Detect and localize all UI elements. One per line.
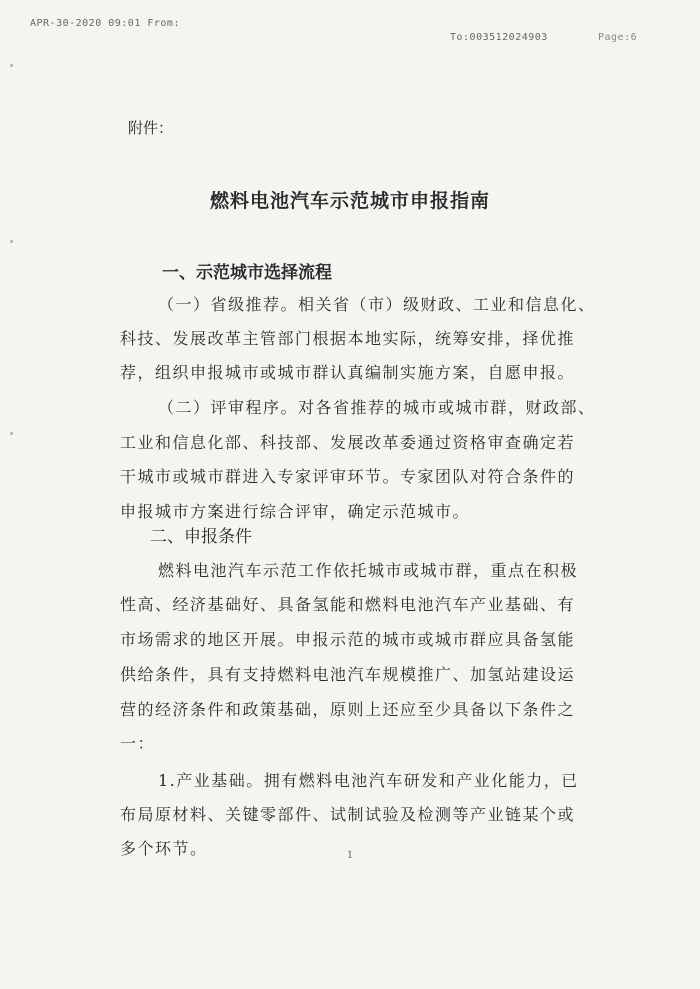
- paragraph-line: 市场需求的地区开展。申报示范的城市或城市群应具备氢能: [120, 630, 576, 649]
- scan-edge-mark: [10, 64, 13, 67]
- paragraph-line: 荐，组织申报城市或城市群认真编制实施方案，自愿申报。: [120, 363, 576, 382]
- paragraph-line: 申报城市方案进行综合评审，确定示范城市。: [120, 502, 471, 521]
- paragraph-line: （一）省级推荐。相关省（市）级财政、工业和信息化、: [158, 295, 596, 314]
- scan-edge-mark: [10, 432, 13, 435]
- fax-header-to: To:003512024903: [450, 32, 548, 43]
- paragraph-line: 一：: [120, 734, 156, 753]
- section-heading-2: 二、申报条件: [150, 527, 252, 547]
- document-title: 燃料电池汽车示范城市申报指南: [209, 190, 490, 212]
- paragraph-line: （二）评审程序。对各省推荐的城市或城市群，财政部、: [158, 398, 596, 417]
- paragraph-line: 1.产业基础。拥有燃料电池汽车研发和产业化能力，已: [158, 771, 579, 790]
- paragraph-line: 性高、经济基础好、具备氢能和燃料电池汽车产业基础、有: [120, 595, 576, 614]
- paragraph-line: 布局原材料、关键零部件、试制试验及检测等产业链某个或: [120, 805, 576, 824]
- attachment-label: 附件：: [128, 119, 174, 137]
- paragraph-line: 多个环节。: [120, 839, 208, 858]
- fax-header-left: APR-30-2020 09:01 From:: [30, 18, 180, 29]
- paragraph-line: 干城市或城市群进入专家评审环节。专家团队对符合条件的: [120, 467, 576, 486]
- paragraph-line: 供给条件，具有支持燃料电池汽车规模推广、加氢站建设运: [120, 665, 576, 684]
- paragraph-line: 营的经济条件和政策基础，原则上还应至少具备以下条件之: [120, 700, 576, 719]
- section-heading-1: 一、示范城市选择流程: [162, 263, 332, 283]
- fax-page-label: Page:6: [598, 32, 638, 43]
- paragraph-line: 科技、发展改革主管部门根据本地实际，统筹安排，择优推: [120, 329, 576, 348]
- paragraph-line: 燃料电池汽车示范工作依托城市或城市群，重点在积极: [158, 561, 579, 580]
- scan-edge-mark: [10, 240, 13, 243]
- paragraph-line: 工业和信息化部、科技部、发展改革委通过资格审查确定若: [120, 433, 576, 452]
- fax-header: [30, 18, 670, 43]
- page-number: 1: [346, 850, 354, 861]
